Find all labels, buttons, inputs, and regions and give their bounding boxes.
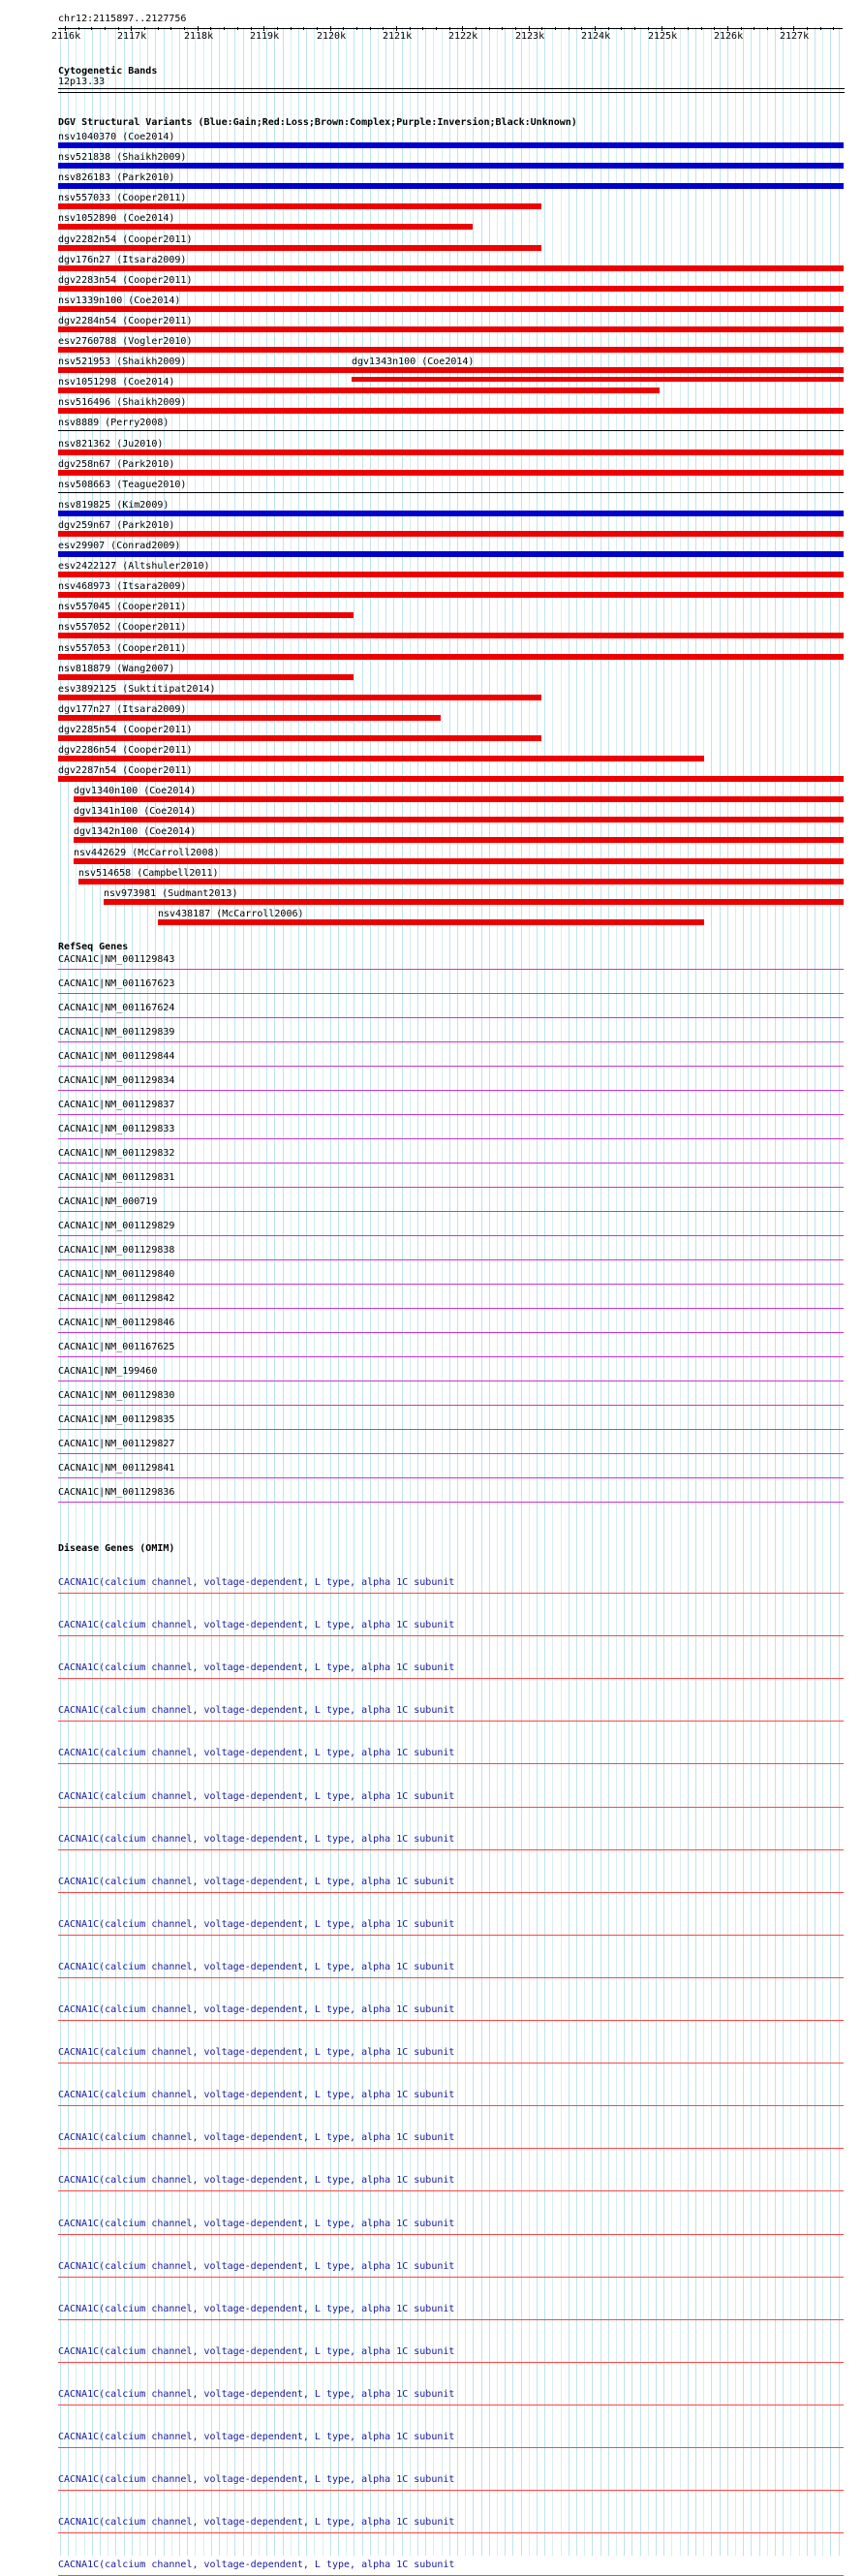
gene-model-line	[58, 1259, 844, 1260]
grid-line	[663, 27, 664, 2556]
omim-gene-line	[58, 1721, 844, 1722]
variant-bar	[58, 715, 441, 721]
omim-gene-line	[58, 2362, 844, 2363]
grid-line	[631, 27, 632, 2556]
position-label: chr12:2115897..2127756	[58, 14, 187, 24]
grid-line	[537, 27, 538, 2556]
gene-model-line	[58, 1429, 844, 1430]
ruler-minor-tick	[634, 27, 635, 30]
gene-label: CACNA1C|NM_001129832	[58, 1148, 175, 1159]
variant-label: nsv521838 (Shaikh2009)	[58, 152, 187, 163]
grid-line	[839, 27, 840, 2556]
gene-model-line	[58, 993, 844, 994]
gene-label: CACNA1C|NM_001129830	[58, 1390, 175, 1401]
omim-gene-link[interactable]: CACNA1C(calcium channel, voltage-dependent, L type, alpha 1C subunit	[58, 2175, 455, 2186]
variant-label: dgv2287n54 (Cooper2011)	[58, 765, 193, 776]
variant-bar	[58, 695, 541, 700]
grid-line	[822, 27, 823, 2556]
variant-label: nsv819825 (Kim2009)	[58, 500, 169, 511]
omim-gene-line	[58, 2020, 844, 2021]
grid-line	[640, 27, 641, 2556]
gene-label: CACNA1C|NM_001129838	[58, 1245, 175, 1256]
variant-bar	[58, 572, 844, 577]
grid-line	[600, 27, 601, 2556]
variant-label: nsv826183 (Park2010)	[58, 172, 175, 183]
omim-gene-link[interactable]: CACNA1C(calcium channel, voltage-dependent, L type, alpha 1C subunit	[58, 1962, 455, 1972]
variant-label: esv2422127 (Altshuler2010)	[58, 561, 210, 572]
grid-line	[489, 27, 490, 2556]
variant-label: nsv557033 (Cooper2011)	[58, 193, 187, 203]
variant-bar	[58, 408, 844, 414]
ruler-minor-tick	[422, 27, 423, 30]
variant-bar	[58, 326, 844, 332]
omim-gene-link[interactable]: CACNA1C(calcium channel, voltage-dependent, L type, alpha 1C subunit	[58, 2261, 455, 2272]
variant-bar	[74, 858, 844, 864]
grid-line	[775, 27, 776, 2556]
omim-gene-link[interactable]: CACNA1C(calcium channel, voltage-dependent, L type, alpha 1C subunit	[58, 2389, 455, 2400]
omim-gene-line	[58, 2148, 844, 2149]
gene-label: CACNA1C|NM_001129833	[58, 1124, 175, 1134]
variant-label: dgv2282n54 (Cooper2011)	[58, 234, 193, 245]
variant-bar	[58, 674, 354, 680]
omim-gene-line	[58, 2447, 844, 2448]
ruler-minor-tick	[356, 27, 357, 30]
ruler-minor-tick	[541, 27, 542, 30]
ruler-minor-tick	[210, 27, 211, 30]
variant-label: nsv508663 (Teague2010)	[58, 480, 187, 490]
gene-model-line	[58, 1090, 844, 1091]
variant-label: nsv468973 (Itsara2009)	[58, 581, 187, 592]
grid-line	[521, 27, 522, 2556]
ruler-minor-tick	[277, 27, 278, 30]
omim-gene-line	[58, 1935, 844, 1936]
cytoband-label: 12p13.33	[58, 77, 106, 87]
gene-label: CACNA1C|NM_001129846	[58, 1318, 175, 1328]
ruler-minor-tick	[807, 27, 808, 30]
omim-gene-line	[58, 1593, 844, 1594]
grid-line	[807, 27, 808, 2556]
omim-gene-link[interactable]: CACNA1C(calcium channel, voltage-dependent, L type, alpha 1C subunit	[58, 2132, 455, 2143]
variant-label: nsv514658 (Campbell2011)	[78, 868, 219, 879]
variant-label: nsv557053 (Cooper2011)	[58, 643, 187, 654]
grid-line	[569, 27, 570, 2556]
gene-label: CACNA1C|NM_001167623	[58, 978, 175, 989]
ruler-minor-tick	[436, 27, 437, 30]
omim-gene-link[interactable]: CACNA1C(calcium channel, voltage-dependent, L type, alpha 1C subunit	[58, 2474, 455, 2485]
ruler-minor-tick	[529, 27, 530, 30]
variant-bar	[58, 306, 844, 312]
omim-gene-link[interactable]: CACNA1C(calcium channel, voltage-dependent, L type, alpha 1C subunit	[58, 1705, 455, 1716]
omim-gene-line	[58, 1635, 844, 1636]
ruler-minor-tick	[714, 27, 715, 30]
ruler-tick-label: 2127k	[780, 31, 810, 42]
variant-label: nsv818879 (Wang2007)	[58, 664, 175, 674]
variant-label: esv3892125 (Suktitipat2014)	[58, 684, 216, 695]
ruler-minor-tick	[595, 27, 596, 30]
grid-line	[497, 27, 498, 2556]
variant-bar	[58, 245, 541, 251]
gene-label: CACNA1C|NM_001129839	[58, 1027, 175, 1038]
gene-model-line	[58, 1163, 844, 1164]
grid-line	[608, 27, 609, 2556]
variant-bar	[58, 388, 660, 393]
gene-model-line	[58, 1332, 844, 1333]
gene-label: CACNA1C|NM_001129840	[58, 1269, 175, 1280]
ruler-minor-tick	[65, 27, 66, 30]
gene-label: CACNA1C|NM_001129841	[58, 1463, 175, 1474]
ruler-minor-tick	[131, 27, 132, 30]
gene-model-line	[58, 969, 844, 970]
gene-model-line	[58, 1405, 844, 1406]
grid-line	[783, 27, 784, 2556]
ruler-minor-tick	[608, 27, 609, 30]
ruler-minor-tick	[833, 27, 834, 30]
omim-gene-line	[58, 2277, 844, 2278]
gene-label: CACNA1C|NM_001167624	[58, 1003, 175, 1013]
variant-label: dgv1341n100 (Coe2014)	[74, 806, 197, 817]
gene-label: CACNA1C|NM_199460	[58, 1366, 158, 1377]
variant-label: nsv442629 (McCarroll2008)	[74, 848, 220, 858]
refseq-title: RefSeq Genes	[58, 942, 129, 952]
grid-line	[512, 27, 513, 2556]
ruler-minor-tick	[105, 27, 106, 30]
grid-line	[465, 27, 466, 2556]
grid-line	[695, 27, 696, 2556]
omim-gene-line	[58, 2063, 844, 2064]
variant-bar	[58, 224, 473, 230]
grid-line	[688, 27, 689, 2556]
variant-label: nsv557045 (Cooper2011)	[58, 602, 187, 612]
grid-line	[815, 27, 816, 2556]
cytoband-divider	[58, 88, 845, 89]
variant-label: nsv973981 (Sudmant2013)	[104, 888, 238, 899]
variant-label: nsv1339n100 (Coe2014)	[58, 295, 181, 306]
gene-label: CACNA1C|NM_001129834	[58, 1075, 175, 1086]
gene-label: CACNA1C|NM_001129842	[58, 1293, 175, 1304]
variant-bar	[58, 551, 844, 557]
omim-gene-link[interactable]: CACNA1C(calcium channel, voltage-dependent, L type, alpha 1C subunit	[58, 2219, 455, 2229]
ruler-minor-tick	[303, 27, 304, 30]
omim-gene-line	[58, 2490, 844, 2491]
ruler-axis	[58, 28, 843, 29]
grid-line	[656, 27, 657, 2556]
variant-label: nsv516496 (Shaikh2009)	[58, 397, 187, 408]
ruler-tick-label: 2123k	[515, 31, 545, 42]
variant-bar	[352, 377, 844, 382]
omim-gene-link[interactable]: CACNA1C(calcium channel, voltage-dependent, L type, alpha 1C subunit	[58, 1662, 455, 1673]
grid-line	[711, 27, 712, 2556]
gene-label: CACNA1C|NM_001129836	[58, 1487, 175, 1498]
gene-model-line	[58, 1284, 844, 1285]
ruler-tick-label: 2122k	[448, 31, 478, 42]
ruler-minor-tick	[767, 27, 768, 30]
ruler-minor-tick	[370, 27, 371, 30]
gene-label: CACNA1C|NM_001129827	[58, 1439, 175, 1449]
omim-title: Disease Genes (OMIM)	[58, 1543, 175, 1554]
omim-gene-link[interactable]: CACNA1C(calcium channel, voltage-dependent, L type, alpha 1C subunit	[58, 1748, 455, 1758]
omim-gene-link[interactable]: CACNA1C(calcium channel, voltage-dependent, L type, alpha 1C subunit	[58, 2432, 455, 2442]
variant-label: nsv438187 (McCarroll2006)	[158, 909, 304, 919]
omim-gene-link[interactable]: CACNA1C(calcium channel, voltage-dependent, L type, alpha 1C subunit	[58, 2090, 455, 2100]
gene-label: CACNA1C|NM_001167625	[58, 1342, 175, 1352]
grid-line	[544, 27, 545, 2556]
omim-gene-link[interactable]: CACNA1C(calcium channel, voltage-dependent, L type, alpha 1C subunit	[58, 2047, 455, 2058]
ruler-minor-tick	[648, 27, 649, 30]
grid-line	[552, 27, 553, 2556]
grid-line	[767, 27, 768, 2556]
ruler-tick-label: 2126k	[714, 31, 744, 42]
ruler-minor-tick	[170, 27, 171, 30]
omim-gene-line	[58, 1849, 844, 1850]
grid-line	[799, 27, 800, 2556]
ruler-minor-tick	[621, 27, 622, 30]
grid-line	[743, 27, 744, 2556]
variant-label: dgv176n27 (Itsara2009)	[58, 255, 187, 265]
variant-bar	[58, 654, 844, 660]
variant-label: nsv8889 (Perry2008)	[58, 418, 169, 428]
grid-line	[457, 27, 458, 2556]
omim-gene-line	[58, 2234, 844, 2235]
variant-bar	[58, 430, 844, 431]
ruler-minor-tick	[462, 27, 463, 30]
grid-line	[703, 27, 704, 2556]
grid-line	[671, 27, 672, 2556]
ruler-minor-tick	[343, 27, 344, 30]
variant-bar	[58, 633, 844, 638]
variant-bar	[58, 531, 844, 537]
variant-label: nsv557052 (Cooper2011)	[58, 622, 187, 633]
variant-bar	[104, 899, 844, 905]
variant-bar	[58, 163, 844, 169]
grid-line	[830, 27, 831, 2556]
variant-label: nsv1040370 (Coe2014)	[58, 132, 175, 142]
grid-line	[616, 27, 617, 2556]
gene-model-line	[58, 1066, 844, 1067]
variant-bar	[78, 879, 844, 885]
grid-line	[624, 27, 625, 2556]
ruler-tick-label: 2121k	[383, 31, 413, 42]
variant-label: dgv1342n100 (Coe2014)	[74, 826, 197, 837]
grid-line	[751, 27, 752, 2556]
ruler-minor-tick	[781, 27, 782, 30]
ruler-tick-label: 2124k	[581, 31, 611, 42]
cytoband-divider	[58, 92, 845, 93]
ruler-minor-tick	[701, 27, 702, 30]
grid-line	[648, 27, 649, 2556]
variant-bar	[58, 450, 844, 455]
variant-bar	[58, 470, 844, 476]
variant-label: dgv1343n100 (Coe2014)	[352, 357, 475, 367]
gene-model-line	[58, 1114, 844, 1115]
variant-label: dgv2284n54 (Cooper2011)	[58, 316, 193, 326]
ruler-tick-label: 2117k	[117, 31, 147, 42]
ruler-minor-tick	[237, 27, 238, 30]
variant-label: dgv2283n54 (Cooper2011)	[58, 275, 193, 286]
gene-model-line	[58, 1477, 844, 1478]
omim-gene-line	[58, 2532, 844, 2533]
omim-gene-line	[58, 2190, 844, 2191]
gene-label: CACNA1C|NM_001129835	[58, 1414, 175, 1425]
variant-bar	[58, 776, 844, 782]
gene-label: CACNA1C|NM_001129844	[58, 1051, 175, 1062]
variant-bar	[74, 837, 844, 843]
ruler-tick-label: 2119k	[250, 31, 280, 42]
variant-label: nsv1051298 (Coe2014)	[58, 377, 175, 388]
variant-label: dgv1340n100 (Coe2014)	[74, 786, 197, 796]
variant-label: nsv821362 (Ju2010)	[58, 439, 164, 450]
variant-bar	[58, 612, 354, 618]
ruler-minor-tick	[581, 27, 582, 30]
variant-bar	[158, 919, 704, 925]
ruler-minor-tick	[184, 27, 185, 30]
grid-line	[720, 27, 721, 2556]
ruler-minor-tick	[251, 27, 252, 30]
grid-line	[759, 27, 760, 2556]
ruler-minor-tick	[727, 27, 728, 30]
grid-line	[505, 27, 506, 2556]
omim-gene-link[interactable]: CACNA1C(calcium channel, voltage-dependent, L type, alpha 1C subunit	[58, 2004, 455, 2015]
omim-gene-link[interactable]: CACNA1C(calcium channel, voltage-dependent, L type, alpha 1C subunit	[58, 1791, 455, 1802]
grid-line	[481, 27, 482, 2556]
grid-line	[473, 27, 474, 2556]
variant-label: dgv2285n54 (Cooper2011)	[58, 725, 193, 735]
omim-gene-line	[58, 2105, 844, 2106]
ruler-minor-tick	[317, 27, 318, 30]
omim-gene-link[interactable]: CACNA1C(calcium channel, voltage-dependent, L type, alpha 1C subunit	[58, 1877, 455, 1887]
grid-line	[584, 27, 585, 2556]
ruler-minor-tick	[383, 27, 384, 30]
omim-gene-link[interactable]: CACNA1C(calcium channel, voltage-dependent, L type, alpha 1C subunit	[58, 1577, 455, 1588]
variant-bar	[58, 347, 844, 353]
gene-label: CACNA1C|NM_001129837	[58, 1100, 175, 1110]
variant-bar	[58, 492, 844, 493]
grid-line	[592, 27, 593, 2556]
gene-label: CACNA1C|NM_001129831	[58, 1172, 175, 1183]
variant-label: nsv1052890 (Coe2014)	[58, 213, 175, 224]
grid-line	[529, 27, 530, 2556]
variant-bar	[58, 511, 844, 516]
ruler-minor-tick	[555, 27, 556, 30]
gene-model-line	[58, 1235, 844, 1236]
variant-bar	[58, 142, 844, 148]
ruler-tick-label: 2125k	[648, 31, 678, 42]
ruler-tick-label: 2120k	[317, 31, 347, 42]
variant-label: dgv177n27 (Itsara2009)	[58, 704, 187, 715]
gene-model-line	[58, 1502, 844, 1503]
gene-model-line	[58, 1211, 844, 1212]
ruler-minor-tick	[476, 27, 477, 30]
ruler-minor-tick	[330, 27, 331, 30]
variant-label: esv29907 (Conrad2009)	[58, 541, 181, 551]
omim-gene-link[interactable]: CACNA1C(calcium channel, voltage-dependent, L type, alpha 1C subunit	[58, 2304, 455, 2314]
gene-model-line	[58, 1138, 844, 1139]
variant-label: esv2760788 (Vogler2010)	[58, 336, 193, 347]
gene-model-line	[58, 1041, 844, 1042]
gene-label: CACNA1C|NM_000719	[58, 1196, 158, 1207]
variant-bar	[58, 203, 541, 209]
ruler-minor-tick	[569, 27, 570, 30]
ruler-minor-tick	[489, 27, 490, 30]
ruler-minor-tick	[78, 27, 79, 30]
variant-label: nsv521953 (Shaikh2009)	[58, 357, 187, 367]
ruler-minor-tick	[144, 27, 145, 30]
variant-bar	[58, 735, 541, 741]
omim-gene-line	[58, 2319, 844, 2320]
ruler-minor-tick	[198, 27, 199, 30]
ruler-minor-tick	[396, 27, 397, 30]
omim-gene-line	[58, 1892, 844, 1893]
omim-gene-link[interactable]: CACNA1C(calcium channel, voltage-dependent, L type, alpha 1C subunit	[58, 1620, 455, 1630]
gene-model-line	[58, 1356, 844, 1357]
ruler-minor-tick	[118, 27, 119, 30]
ruler-tick-label: 2116k	[51, 31, 81, 42]
variant-label: dgv2286n54 (Cooper2011)	[58, 745, 193, 756]
variant-bar	[58, 592, 844, 598]
ruler-minor-tick	[515, 27, 516, 30]
variant-bar	[58, 367, 844, 373]
omim-gene-link[interactable]: CACNA1C(calcium channel, voltage-dependent, L type, alpha 1C subunit	[58, 2517, 455, 2528]
gene-label: CACNA1C|NM_001129843	[58, 954, 175, 965]
variant-bar	[58, 183, 844, 189]
variant-bar	[58, 286, 844, 292]
omim-gene-line	[58, 1678, 844, 1679]
omim-gene-link[interactable]: CACNA1C(calcium channel, voltage-dependent, L type, alpha 1C subunit	[58, 2560, 455, 2570]
variant-bar	[58, 265, 844, 271]
gene-model-line	[58, 1187, 844, 1188]
grid-line	[727, 27, 728, 2556]
ruler-minor-tick	[741, 27, 742, 30]
omim-gene-line	[58, 1977, 844, 1978]
ruler-minor-tick	[158, 27, 159, 30]
gene-label: CACNA1C|NM_001129829	[58, 1221, 175, 1231]
ruler-minor-tick	[502, 27, 503, 30]
variant-bar	[58, 756, 704, 761]
ruler-tick-label: 2118k	[184, 31, 214, 42]
grid-line	[576, 27, 577, 2556]
ruler-minor-tick	[263, 27, 264, 30]
ruler-minor-tick	[410, 27, 411, 30]
ruler-minor-tick	[674, 27, 675, 30]
variant-label: dgv258n67 (Park2010)	[58, 459, 175, 470]
grid-line	[680, 27, 681, 2556]
omim-gene-line	[58, 1763, 844, 1764]
omim-gene-line	[58, 1807, 844, 1808]
ruler-minor-tick	[449, 27, 450, 30]
cytoband-title: Cytogenetic Bands	[58, 66, 158, 77]
ruler-minor-tick	[291, 27, 292, 30]
dgv-title: DGV Structural Variants (Blue:Gain;Red:Loss;Brown:Complex;Purple:Inversion;Black:Unknown)	[58, 117, 577, 128]
grid-line	[561, 27, 562, 2556]
variant-bar	[74, 796, 844, 802]
ruler-minor-tick	[224, 27, 225, 30]
grid-line	[735, 27, 736, 2556]
variant-bar	[74, 817, 844, 822]
gene-model-line	[58, 1017, 844, 1018]
ruler-minor-tick	[688, 27, 689, 30]
omim-gene-link[interactable]: CACNA1C(calcium channel, voltage-dependent, L type, alpha 1C subunit	[58, 1919, 455, 1930]
ruler-minor-tick	[820, 27, 821, 30]
omim-gene-link[interactable]: CACNA1C(calcium channel, voltage-dependent, L type, alpha 1C subunit	[58, 2346, 455, 2357]
gene-model-line	[58, 1453, 844, 1454]
ruler-minor-tick	[91, 27, 92, 30]
variant-label: dgv259n67 (Park2010)	[58, 520, 175, 531]
gene-model-line	[58, 1308, 844, 1309]
ruler-minor-tick	[793, 27, 794, 30]
omim-gene-link[interactable]: CACNA1C(calcium channel, voltage-dependent, L type, alpha 1C subunit	[58, 1834, 455, 1845]
grid-line	[790, 27, 791, 2556]
